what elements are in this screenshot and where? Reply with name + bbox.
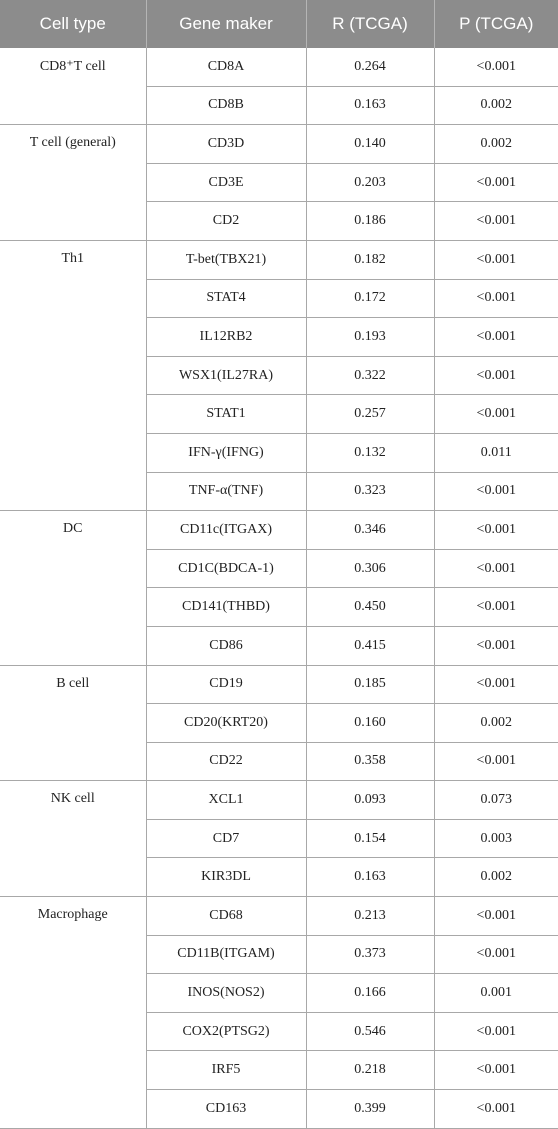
- table-row: [0, 48, 558, 86]
- r-value-cell: 0.163: [306, 858, 434, 897]
- r-value-cell: 0.415: [306, 626, 434, 665]
- p-value-cell: 0.002: [434, 86, 558, 125]
- gene-name-cell: COX2(PTSG2): [146, 1012, 306, 1051]
- header-row: [0, 0, 558, 48]
- p-value-cell: <0.001: [434, 935, 558, 974]
- p-value-cell: <0.001: [434, 318, 558, 357]
- gene-name-cell: XCL1: [146, 781, 306, 820]
- p-value-cell: <0.001: [434, 665, 558, 704]
- r-value-cell: 0.193: [306, 318, 434, 357]
- r-value-cell: 0.306: [306, 549, 434, 588]
- cell-type-label: NK cell: [0, 781, 146, 897]
- gene-name-cell: IFN-γ(IFNG): [146, 433, 306, 472]
- p-value-cell: <0.001: [434, 48, 558, 86]
- gene-name-cell: CD8A: [146, 48, 306, 86]
- p-value-cell: <0.001: [434, 163, 558, 202]
- gene-name-cell: CD68: [146, 897, 306, 936]
- r-value-cell: 0.163: [306, 86, 434, 125]
- p-value-cell: <0.001: [434, 472, 558, 511]
- header-p-tcga: P (TCGA): [434, 0, 558, 48]
- p-value-cell: 0.002: [434, 125, 558, 164]
- r-value-cell: 0.140: [306, 125, 434, 164]
- cell-type-label: Th1: [0, 240, 146, 510]
- gene-name-cell: T-bet(TBX21): [146, 240, 306, 279]
- p-value-cell: 0.002: [434, 858, 558, 897]
- p-value-cell: <0.001: [434, 240, 558, 279]
- header-r-tcga: R (TCGA): [306, 0, 434, 48]
- table-row: [0, 781, 558, 820]
- gene-name-cell: INOS(NOS2): [146, 974, 306, 1013]
- r-value-cell: 0.546: [306, 1012, 434, 1051]
- r-value-cell: 0.373: [306, 935, 434, 974]
- r-value-cell: 0.322: [306, 356, 434, 395]
- p-value-cell: <0.001: [434, 1051, 558, 1090]
- header-cell-type: Cell type: [0, 0, 146, 48]
- table-row: [0, 240, 558, 279]
- gene-name-cell: CD7: [146, 819, 306, 858]
- r-value-cell: 0.132: [306, 433, 434, 472]
- cell-type-label: Macrophage: [0, 897, 146, 1129]
- r-value-cell: 0.257: [306, 395, 434, 434]
- p-value-cell: <0.001: [434, 356, 558, 395]
- r-value-cell: 0.346: [306, 511, 434, 550]
- gene-name-cell: WSX1(IL27RA): [146, 356, 306, 395]
- p-value-cell: <0.001: [434, 395, 558, 434]
- table-row: [0, 665, 558, 704]
- p-value-cell: <0.001: [434, 626, 558, 665]
- r-value-cell: 0.358: [306, 742, 434, 781]
- r-value-cell: 0.323: [306, 472, 434, 511]
- p-value-cell: 0.002: [434, 704, 558, 743]
- gene-name-cell: KIR3DL: [146, 858, 306, 897]
- table-row: [0, 511, 558, 550]
- gene-name-cell: CD1C(BDCA-1): [146, 549, 306, 588]
- p-value-cell: <0.001: [434, 549, 558, 588]
- gene-name-cell: STAT4: [146, 279, 306, 318]
- p-value-cell: <0.001: [434, 1012, 558, 1051]
- r-value-cell: 0.166: [306, 974, 434, 1013]
- gene-name-cell: CD22: [146, 742, 306, 781]
- cell-type-label: DC: [0, 511, 146, 665]
- table-row: [0, 897, 558, 936]
- r-value-cell: 0.185: [306, 665, 434, 704]
- gene-name-cell: CD8B: [146, 86, 306, 125]
- cell-type-label: T cell (general): [0, 125, 146, 241]
- cell-type-label: B cell: [0, 665, 146, 781]
- table-body: [0, 48, 558, 1128]
- r-value-cell: 0.450: [306, 588, 434, 627]
- gene-name-cell: IL12RB2: [146, 318, 306, 357]
- p-value-cell: <0.001: [434, 588, 558, 627]
- gene-name-cell: CD163: [146, 1090, 306, 1129]
- gene-name-cell: CD2: [146, 202, 306, 241]
- r-value-cell: 0.182: [306, 240, 434, 279]
- table-row: [0, 125, 558, 164]
- r-value-cell: 0.172: [306, 279, 434, 318]
- p-value-cell: <0.001: [434, 742, 558, 781]
- p-value-cell: <0.001: [434, 202, 558, 241]
- r-value-cell: 0.160: [306, 704, 434, 743]
- gene-name-cell: TNF-α(TNF): [146, 472, 306, 511]
- cell-type-label: CD8⁺T cell: [0, 48, 146, 125]
- r-value-cell: 0.218: [306, 1051, 434, 1090]
- r-value-cell: 0.203: [306, 163, 434, 202]
- gene-name-cell: CD11B(ITGAM): [146, 935, 306, 974]
- p-value-cell: 0.003: [434, 819, 558, 858]
- r-value-cell: 0.093: [306, 781, 434, 820]
- gene-name-cell: STAT1: [146, 395, 306, 434]
- gene-name-cell: CD19: [146, 665, 306, 704]
- r-value-cell: 0.264: [306, 48, 434, 86]
- p-value-cell: 0.001: [434, 974, 558, 1013]
- r-value-cell: 0.213: [306, 897, 434, 936]
- r-value-cell: 0.154: [306, 819, 434, 858]
- gene-name-cell: IRF5: [146, 1051, 306, 1090]
- gene-name-cell: CD141(THBD): [146, 588, 306, 627]
- gene-name-cell: CD20(KRT20): [146, 704, 306, 743]
- p-value-cell: <0.001: [434, 1090, 558, 1129]
- p-value-cell: <0.001: [434, 897, 558, 936]
- r-value-cell: 0.399: [306, 1090, 434, 1129]
- p-value-cell: 0.011: [434, 433, 558, 472]
- header-gene-maker: Gene maker: [146, 0, 306, 48]
- gene-name-cell: CD3D: [146, 125, 306, 164]
- gene-name-cell: CD11c(ITGAX): [146, 511, 306, 550]
- gene-name-cell: CD86: [146, 626, 306, 665]
- p-value-cell: <0.001: [434, 511, 558, 550]
- p-value-cell: 0.073: [434, 781, 558, 820]
- r-value-cell: 0.186: [306, 202, 434, 241]
- gene-name-cell: CD3E: [146, 163, 306, 202]
- p-value-cell: <0.001: [434, 279, 558, 318]
